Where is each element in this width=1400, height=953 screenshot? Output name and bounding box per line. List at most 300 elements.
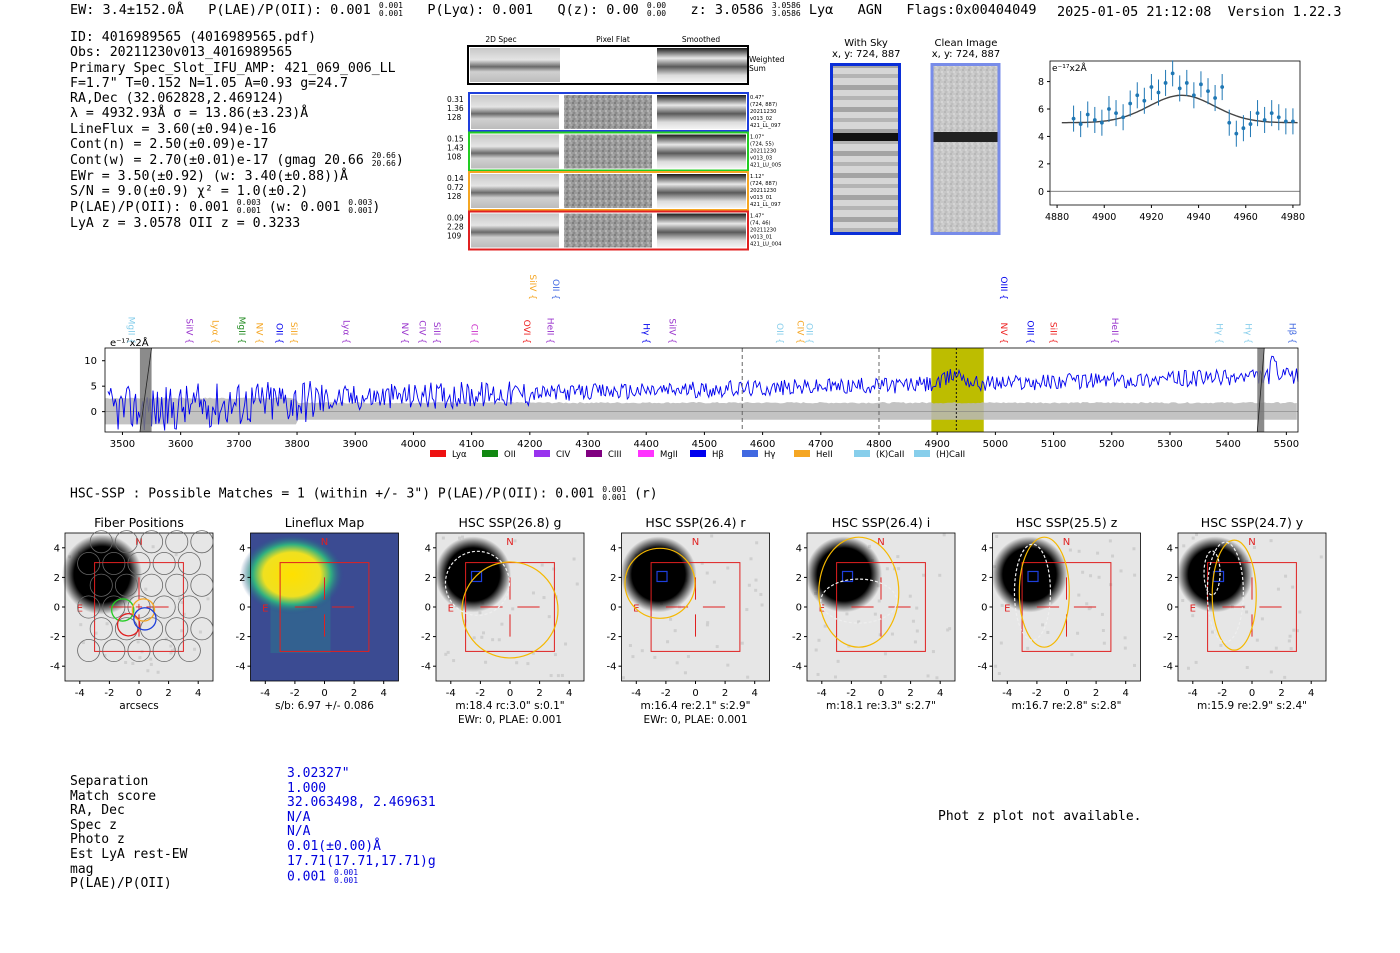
with-sky-label: With Sky xyxy=(844,38,888,49)
cutout-noise xyxy=(706,572,709,575)
cutout-noise xyxy=(1246,666,1249,669)
hsc-title-sub: 0.001 xyxy=(602,493,627,502)
header-z-sup: 3.0586 xyxy=(771,1,801,10)
cutout-noise xyxy=(550,674,553,677)
cutout-noise xyxy=(886,567,889,570)
cutout-noise xyxy=(1081,571,1084,574)
value-spec-z: N/A xyxy=(287,809,311,825)
cutout-noise xyxy=(666,640,669,643)
cutout-noise xyxy=(684,671,687,674)
spectrum-xtick-label: 4700 xyxy=(808,439,834,450)
cutout-noise xyxy=(817,639,820,642)
legend-swatch xyxy=(534,450,550,457)
spectrum-xtick-label: 5400 xyxy=(1215,439,1241,450)
cutout-ytick-label: -4 xyxy=(50,661,60,673)
cutout-noise xyxy=(1120,569,1123,572)
cutout-noise xyxy=(1219,644,1222,647)
header-agn: AGN xyxy=(857,2,883,18)
east-label: E xyxy=(1189,603,1196,615)
spectrum-xtick-label: 5300 xyxy=(1157,439,1183,450)
detail-cont-w: Cont(w) = 2.70(±0.01)e-17 (gmag 20.66 20.66 20.66 ) xyxy=(70,151,404,169)
full-spectrum-chart xyxy=(70,270,1320,470)
cutout-lineflux xyxy=(236,515,399,712)
legend-swatch xyxy=(638,450,654,457)
value-est-lya: 0.01(±0.00)Å xyxy=(287,838,381,854)
emission-line-label: Lyα { xyxy=(340,319,351,344)
zoom-ytick-label: 0 xyxy=(1037,186,1044,198)
photz-note: Phot z plot not available. xyxy=(938,809,1142,824)
cutout-ytick-label: 2 xyxy=(239,572,246,584)
with-sky-image xyxy=(832,65,900,234)
cutout-caption: m:16.7 re:2.8" s:2.8" xyxy=(1011,700,1122,712)
cutout-xtick-label: 2 xyxy=(721,688,729,699)
east-label: E xyxy=(262,603,269,615)
cutout-noise xyxy=(180,629,183,632)
cutout-noise xyxy=(124,661,127,664)
value-photo-z: N/A xyxy=(287,824,311,840)
cutout-noise xyxy=(442,537,445,540)
emission-line-label: Hγ { xyxy=(1242,323,1253,344)
value-match-score: 1.000 xyxy=(287,780,327,796)
cutout-ytick-label: -2 xyxy=(792,632,802,644)
cutout-noise xyxy=(526,662,529,665)
legend-label: (K)CaII xyxy=(876,450,905,460)
cutout-g xyxy=(421,515,584,726)
zoom-data-point xyxy=(1249,122,1253,126)
cutout-noise xyxy=(1109,539,1112,542)
cutout-noise xyxy=(548,615,551,618)
cutout-noise xyxy=(482,631,485,634)
cutout-noise xyxy=(1133,664,1136,667)
zoom-xtick-label: 4940 xyxy=(1186,212,1211,223)
zoom-data-point xyxy=(1079,122,1083,126)
value-radec: 32.063498, 2.469631 xyxy=(287,795,436,811)
legend-label: MgII xyxy=(660,450,678,460)
zoom-xtick-label: 4980 xyxy=(1280,212,1306,223)
cutout-ytick-label: 0 xyxy=(53,602,60,614)
cutout-noise xyxy=(175,553,178,556)
cutout-noise xyxy=(532,591,535,594)
fiber-row-smoothed xyxy=(657,214,746,248)
legend-swatch xyxy=(742,450,758,457)
legend-swatch xyxy=(690,450,706,457)
lineflux-blob xyxy=(240,534,344,614)
cutout-xtick-label: 4 xyxy=(751,688,758,699)
fiber-row-info: 20211230 xyxy=(750,227,777,234)
cutout-ytick-label: 0 xyxy=(795,602,802,614)
cutout-noise xyxy=(754,589,757,592)
spectrum-xtick-label: 4100 xyxy=(458,439,485,450)
cutout-noise xyxy=(1275,647,1278,650)
cutout-noise xyxy=(1096,552,1099,555)
with-sky-trace xyxy=(833,133,898,141)
cutout-ytick-label: 2 xyxy=(424,572,431,584)
spectrum-xtick-label: 3800 xyxy=(284,439,310,450)
cutout-noise xyxy=(1102,629,1105,632)
cutout-xtick-label: 0 xyxy=(692,688,699,699)
cutout-fiber xyxy=(50,515,213,712)
value-mag: 17.71(17.71,17.71)g xyxy=(287,853,436,869)
match-table-labels xyxy=(70,775,187,892)
cutout-ytick-label: 2 xyxy=(981,572,988,584)
cutout-noise xyxy=(138,656,141,659)
cutout-noise xyxy=(1089,574,1092,577)
emission-line-label: OIII { xyxy=(998,276,1009,300)
zoom-data-point xyxy=(1263,118,1267,122)
header-timestamp: 2025-01-05 21:12:08 xyxy=(1057,4,1212,20)
cutout-noise xyxy=(713,581,716,584)
cutout-xtick-label: 0 xyxy=(1248,688,1256,699)
emission-line-label: OII { xyxy=(550,279,561,300)
spectrum-xtick-label: 4000 xyxy=(400,439,427,450)
hsc-title xyxy=(70,486,658,502)
detail-plae-w: (w: 0.001 xyxy=(268,200,341,216)
cutout-xtick-label: 0 xyxy=(1063,688,1070,699)
cutout-noise xyxy=(912,620,915,623)
fiber-row-smoothed xyxy=(657,174,746,208)
fiber-row-pixelflat xyxy=(564,174,652,208)
cutout-noise xyxy=(149,658,152,661)
cutout-caption: s/b: 6.97 +/- 0.086 xyxy=(275,700,374,712)
cutout-ytick-label: 0 xyxy=(239,602,246,614)
fiber-row-stat: 0.14 xyxy=(447,174,464,183)
header-right xyxy=(1057,4,1342,20)
zoom-data-point xyxy=(1086,113,1090,117)
cutout-noise xyxy=(891,633,894,636)
zoom-data-point xyxy=(1135,93,1139,97)
cutout-caption: m:16.4 re:2.1" s:2.9" xyxy=(640,700,751,712)
detail-plae-w-sup: 0.003 xyxy=(348,198,373,208)
cutout-noise xyxy=(1133,574,1136,577)
label-match-score: Match score xyxy=(70,788,157,804)
cutout-i xyxy=(792,515,955,712)
header-z-sub: 3.0586 xyxy=(771,9,801,18)
cutout-xtick-label: -2 xyxy=(1217,688,1228,699)
cutout-noise xyxy=(741,642,744,645)
cutout-noise xyxy=(146,669,149,672)
cutout-noise xyxy=(484,661,487,664)
legend-swatch xyxy=(914,450,930,457)
cutout-ytick-label: 2 xyxy=(795,572,802,584)
cutout-xtick-label: -2 xyxy=(1031,688,1042,699)
fiber-row-pixelflat xyxy=(564,95,652,129)
zoom-data-point xyxy=(1142,99,1146,103)
label-mag: mag xyxy=(70,861,94,877)
fiber-row-info: v013_02 xyxy=(750,116,773,122)
zoom-data-point xyxy=(1227,121,1231,125)
cutout-r xyxy=(607,515,770,726)
cutout-ytick-label: -4 xyxy=(606,661,617,673)
cutout-noise xyxy=(1078,550,1081,553)
fiber-row-stat: 0.31 xyxy=(447,95,464,104)
cutout-ytick-label: -4 xyxy=(977,661,988,673)
zoom-data-point xyxy=(1291,119,1295,123)
emission-line-label: SiII { xyxy=(430,321,441,344)
cutout-noise xyxy=(79,623,82,626)
east-label: E xyxy=(633,603,640,615)
header-line: Lyα xyxy=(808,2,834,18)
emission-line-label: OVI { xyxy=(521,319,532,344)
cutout-noise xyxy=(629,644,632,647)
cutout-noise xyxy=(557,674,560,677)
cutout-ytick-label: 0 xyxy=(424,602,431,614)
zoom-data-point xyxy=(1157,91,1161,95)
zoom-data-point xyxy=(1220,85,1224,89)
cutout-noise xyxy=(994,665,997,668)
spectrum-xtick-label: 4600 xyxy=(749,439,776,450)
detail-primary: Primary Spec_Slot_IFU_AMP: 421_069_006_LL xyxy=(70,60,396,76)
spectrum-xtick-label: 3500 xyxy=(109,439,136,450)
fiber-row-2dspec xyxy=(471,214,559,248)
fiber-row-info: (74, 46) xyxy=(750,220,771,227)
zoom-data-point xyxy=(1284,119,1288,123)
cutout-xtick-label: 2 xyxy=(350,688,358,699)
cutout-noise xyxy=(498,638,501,641)
cutout-noise xyxy=(897,567,900,570)
cutout-noise xyxy=(1046,631,1049,634)
cutout-ytick-label: 0 xyxy=(1166,602,1173,614)
zoom-data-point xyxy=(1178,87,1182,91)
cutout-noise xyxy=(927,674,930,677)
fiber-row-info: (724, 887) xyxy=(750,181,778,187)
fiber-row-2dspec xyxy=(471,95,559,129)
cutout-ytick-label: 0 xyxy=(610,602,617,614)
clean-image-trace xyxy=(934,132,998,142)
cutout-xtick-label: -4 xyxy=(260,688,271,699)
emission-line-label: OII { xyxy=(273,323,284,344)
clean-image-label: Clean Image xyxy=(934,38,998,49)
north-label: N xyxy=(135,536,143,548)
zoom-data-point xyxy=(1072,117,1076,121)
cutout-noise xyxy=(452,659,455,662)
detail-lambda: λ = 4932.93Å σ = 13.86(±3.23)Å xyxy=(70,106,309,122)
cutout-noise xyxy=(1320,555,1323,558)
weighted-smoothed xyxy=(657,48,747,82)
cutout-caption: m:18.1 re:3.3" s:2.7" xyxy=(826,700,936,712)
cutout-noise xyxy=(896,555,899,558)
detail-plae xyxy=(70,199,404,215)
cutout-noise xyxy=(1211,631,1214,634)
cutout-noise xyxy=(1181,599,1184,602)
spectrum-xtick-label: 4900 xyxy=(924,439,950,450)
spectrum-xtick-label: 3600 xyxy=(167,439,194,450)
match-table-values xyxy=(287,767,436,885)
zoom-line-chart xyxy=(1030,55,1330,235)
header-z: z: 3.0586 xyxy=(690,2,764,18)
cutout-noise xyxy=(150,663,153,666)
fiber-row-info: 421_LL_097 xyxy=(750,123,781,129)
cutout-xtick-label: 4 xyxy=(1122,688,1129,699)
header-qz: Q(z): 0.00 xyxy=(557,2,639,18)
header-flags: Flags:0x00404049 xyxy=(906,2,1037,18)
emission-line-label: NV { xyxy=(998,322,1009,344)
cutout-noise xyxy=(641,649,644,652)
emission-line-label: HeII { xyxy=(1108,317,1119,344)
spectrum-xtick-label: 4200 xyxy=(517,439,543,450)
cutout-noise xyxy=(169,645,172,648)
zoom-data-point xyxy=(1277,115,1281,119)
east-label: E xyxy=(76,603,83,615)
fiber-row-pixelflat xyxy=(564,214,652,248)
cutout-noise xyxy=(653,656,656,659)
cutout-ytick-label: 2 xyxy=(53,572,60,584)
detail-radec: RA,Dec (32.062828,2.469124) xyxy=(70,91,285,107)
fiber-row-info: 1.47" xyxy=(750,213,764,220)
header-version: Version 1.22.3 xyxy=(1227,4,1342,20)
cutout-noise xyxy=(1076,632,1079,635)
spec2d-panels xyxy=(440,30,800,255)
fiber-row-info: v013_03 xyxy=(750,155,773,162)
header-plya: P(Lyα): 0.001 xyxy=(427,2,534,18)
emission-line-label: SiII { xyxy=(288,321,299,344)
cutout-caption-2: EWr: 0, PLAE: 0.001 xyxy=(457,714,563,726)
cutout-noise xyxy=(884,652,887,655)
cutout-xtick-label: 4 xyxy=(1308,688,1315,699)
cutout-noise xyxy=(834,675,837,678)
cutout-noise xyxy=(564,642,567,645)
cutout-xtick-label: -4 xyxy=(1002,688,1013,699)
cutout-noise xyxy=(935,676,938,679)
cutout-noise xyxy=(106,622,109,625)
cutout-xtick-label: 0 xyxy=(321,688,328,699)
spectrum-xtick-label: 5000 xyxy=(982,439,1009,450)
spectrum-scale-label: e⁻¹⁷x2Å xyxy=(110,338,149,349)
cutout-noise xyxy=(746,676,749,679)
cutout-noise xyxy=(914,640,917,643)
value-plae-sup: 0.001 xyxy=(333,868,359,878)
hsc-title-text: HSC-SSP : Possible Matches = 1 (within +/- 3") P(LAE)/P(OII): 0.001 xyxy=(70,486,595,502)
gmag-sup: 20.66 xyxy=(371,151,396,161)
cutout-noise xyxy=(878,599,881,602)
cutout-noise xyxy=(554,653,557,656)
cutout-xtick-label: 0 xyxy=(506,688,514,699)
cutout-title: Fiber Positions xyxy=(94,515,184,530)
cutout-title: HSC SSP(26.8) g xyxy=(458,515,562,530)
detail-plae-sub: 0.001 xyxy=(236,206,261,216)
spectrum-xtick-label: 4800 xyxy=(866,439,892,450)
emission-line-label: OII { xyxy=(774,323,785,344)
zoom-xtick-label: 4880 xyxy=(1044,212,1070,223)
cutout-noise xyxy=(749,557,752,560)
emission-line-label: MgII { xyxy=(235,316,246,344)
legend-label: OII xyxy=(504,450,516,460)
cutout-noise xyxy=(1124,647,1127,650)
cutout-noise xyxy=(1085,602,1088,605)
detail-plae-sup: 0.003 xyxy=(236,198,261,208)
cutout-noise xyxy=(1288,639,1291,642)
fiber-row-stat: 0.09 xyxy=(447,213,464,223)
emission-line-label: NV { xyxy=(398,322,409,344)
fiber-row-info: v013_01 xyxy=(750,195,773,201)
zoom-data-point xyxy=(1241,126,1245,130)
cutout-noise xyxy=(687,655,690,658)
fiber-row-info: 421_LL_097 xyxy=(750,202,781,208)
spectrum-xtick-label: 5500 xyxy=(1273,439,1300,450)
zoom-ytick-label: 4 xyxy=(1037,131,1044,143)
cutout-noise xyxy=(716,645,719,648)
cutout-noise xyxy=(998,672,1001,675)
cutout-noise xyxy=(193,648,196,651)
cutout-title: HSC SSP(25.5) z xyxy=(1015,515,1118,530)
zoom-data-point xyxy=(1199,82,1203,86)
cutout-noise xyxy=(1077,594,1080,597)
label-radec: RA, Dec xyxy=(70,803,125,819)
legend-label: HeII xyxy=(816,450,833,460)
zoom-data-point xyxy=(1164,81,1168,85)
cutout-noise xyxy=(1098,576,1101,579)
cutout-ytick-label: -2 xyxy=(235,632,246,644)
detail-id: ID: 4016989565 (4016989565.pdf) xyxy=(70,30,317,45)
zoom-data-point xyxy=(1171,71,1175,75)
cutout-xtick-label: 4 xyxy=(937,688,944,699)
cutout-caption-2: EWr: 0, PLAE: 0.001 xyxy=(643,714,748,726)
cutout-noise xyxy=(152,545,155,548)
zoom-data-point xyxy=(1270,111,1274,115)
cutout-caption: arcsecs xyxy=(119,700,159,712)
label-plae: P(LAE)/P(OII) xyxy=(70,876,172,892)
zoom-data-point xyxy=(1100,121,1104,125)
cutout-noise xyxy=(500,623,503,626)
cutout-noise xyxy=(444,653,447,656)
fiber-row-stat: 128 xyxy=(447,113,462,122)
cutout-ytick-label: 4 xyxy=(795,543,802,555)
spectrum-ytick-label: 10 xyxy=(84,356,97,368)
cutout-noise xyxy=(491,638,494,641)
cutout-noise xyxy=(573,557,576,560)
cutout-noise xyxy=(884,675,887,678)
cutout-noise xyxy=(837,660,840,663)
legend-label: Hγ xyxy=(764,450,776,460)
cutout-ytick-label: 0 xyxy=(981,602,988,614)
cutout-noise xyxy=(909,595,912,598)
zoom-ytick-label: 2 xyxy=(1037,159,1044,171)
cutout-noise xyxy=(817,673,820,676)
emission-line-label: CIV { xyxy=(794,320,805,344)
zoom-data-point xyxy=(1121,115,1125,119)
value-plae-text: 0.001 xyxy=(287,869,327,885)
east-label: E xyxy=(818,603,825,615)
fiber-row-smoothed xyxy=(657,135,746,169)
hsc-title-band: (r) xyxy=(634,486,658,502)
cutout-xtick-label: 2 xyxy=(165,688,172,699)
cutout-title: HSC SSP(24.7) y xyxy=(1200,515,1304,530)
hsc-cutouts xyxy=(40,505,1360,730)
cutout-noise xyxy=(815,649,818,652)
clean-image-title xyxy=(926,38,1006,60)
detail-plae-text: P(LAE)/P(OII): 0.001 xyxy=(70,200,229,216)
cutout-noise xyxy=(1132,547,1135,550)
zoom-data-point xyxy=(1150,85,1154,89)
cutout-xtick-label: 2 xyxy=(1092,688,1100,699)
cutout-ytick-label: -2 xyxy=(977,632,988,644)
cutout-xtick-label: -4 xyxy=(1187,688,1198,699)
source-blob xyxy=(435,536,514,615)
fiber-row-2dspec xyxy=(471,174,559,208)
legend-swatch xyxy=(854,450,870,457)
cutout-noise xyxy=(745,608,748,611)
detection-details xyxy=(70,30,404,231)
cutout-noise xyxy=(1245,610,1248,613)
fiber-row-info: 0.47" xyxy=(750,95,764,101)
with-sky-coords: x, y: 724, 887 xyxy=(832,49,901,60)
legend-label: Hβ xyxy=(712,450,724,460)
cutout-noise xyxy=(542,596,545,599)
zoom-data-point xyxy=(1107,107,1111,111)
cutout-xtick-label: 2 xyxy=(907,688,914,699)
clean-image xyxy=(932,65,999,234)
hsc-title-sup: 0.001 xyxy=(602,485,627,494)
legend-label: CIV xyxy=(556,450,571,460)
